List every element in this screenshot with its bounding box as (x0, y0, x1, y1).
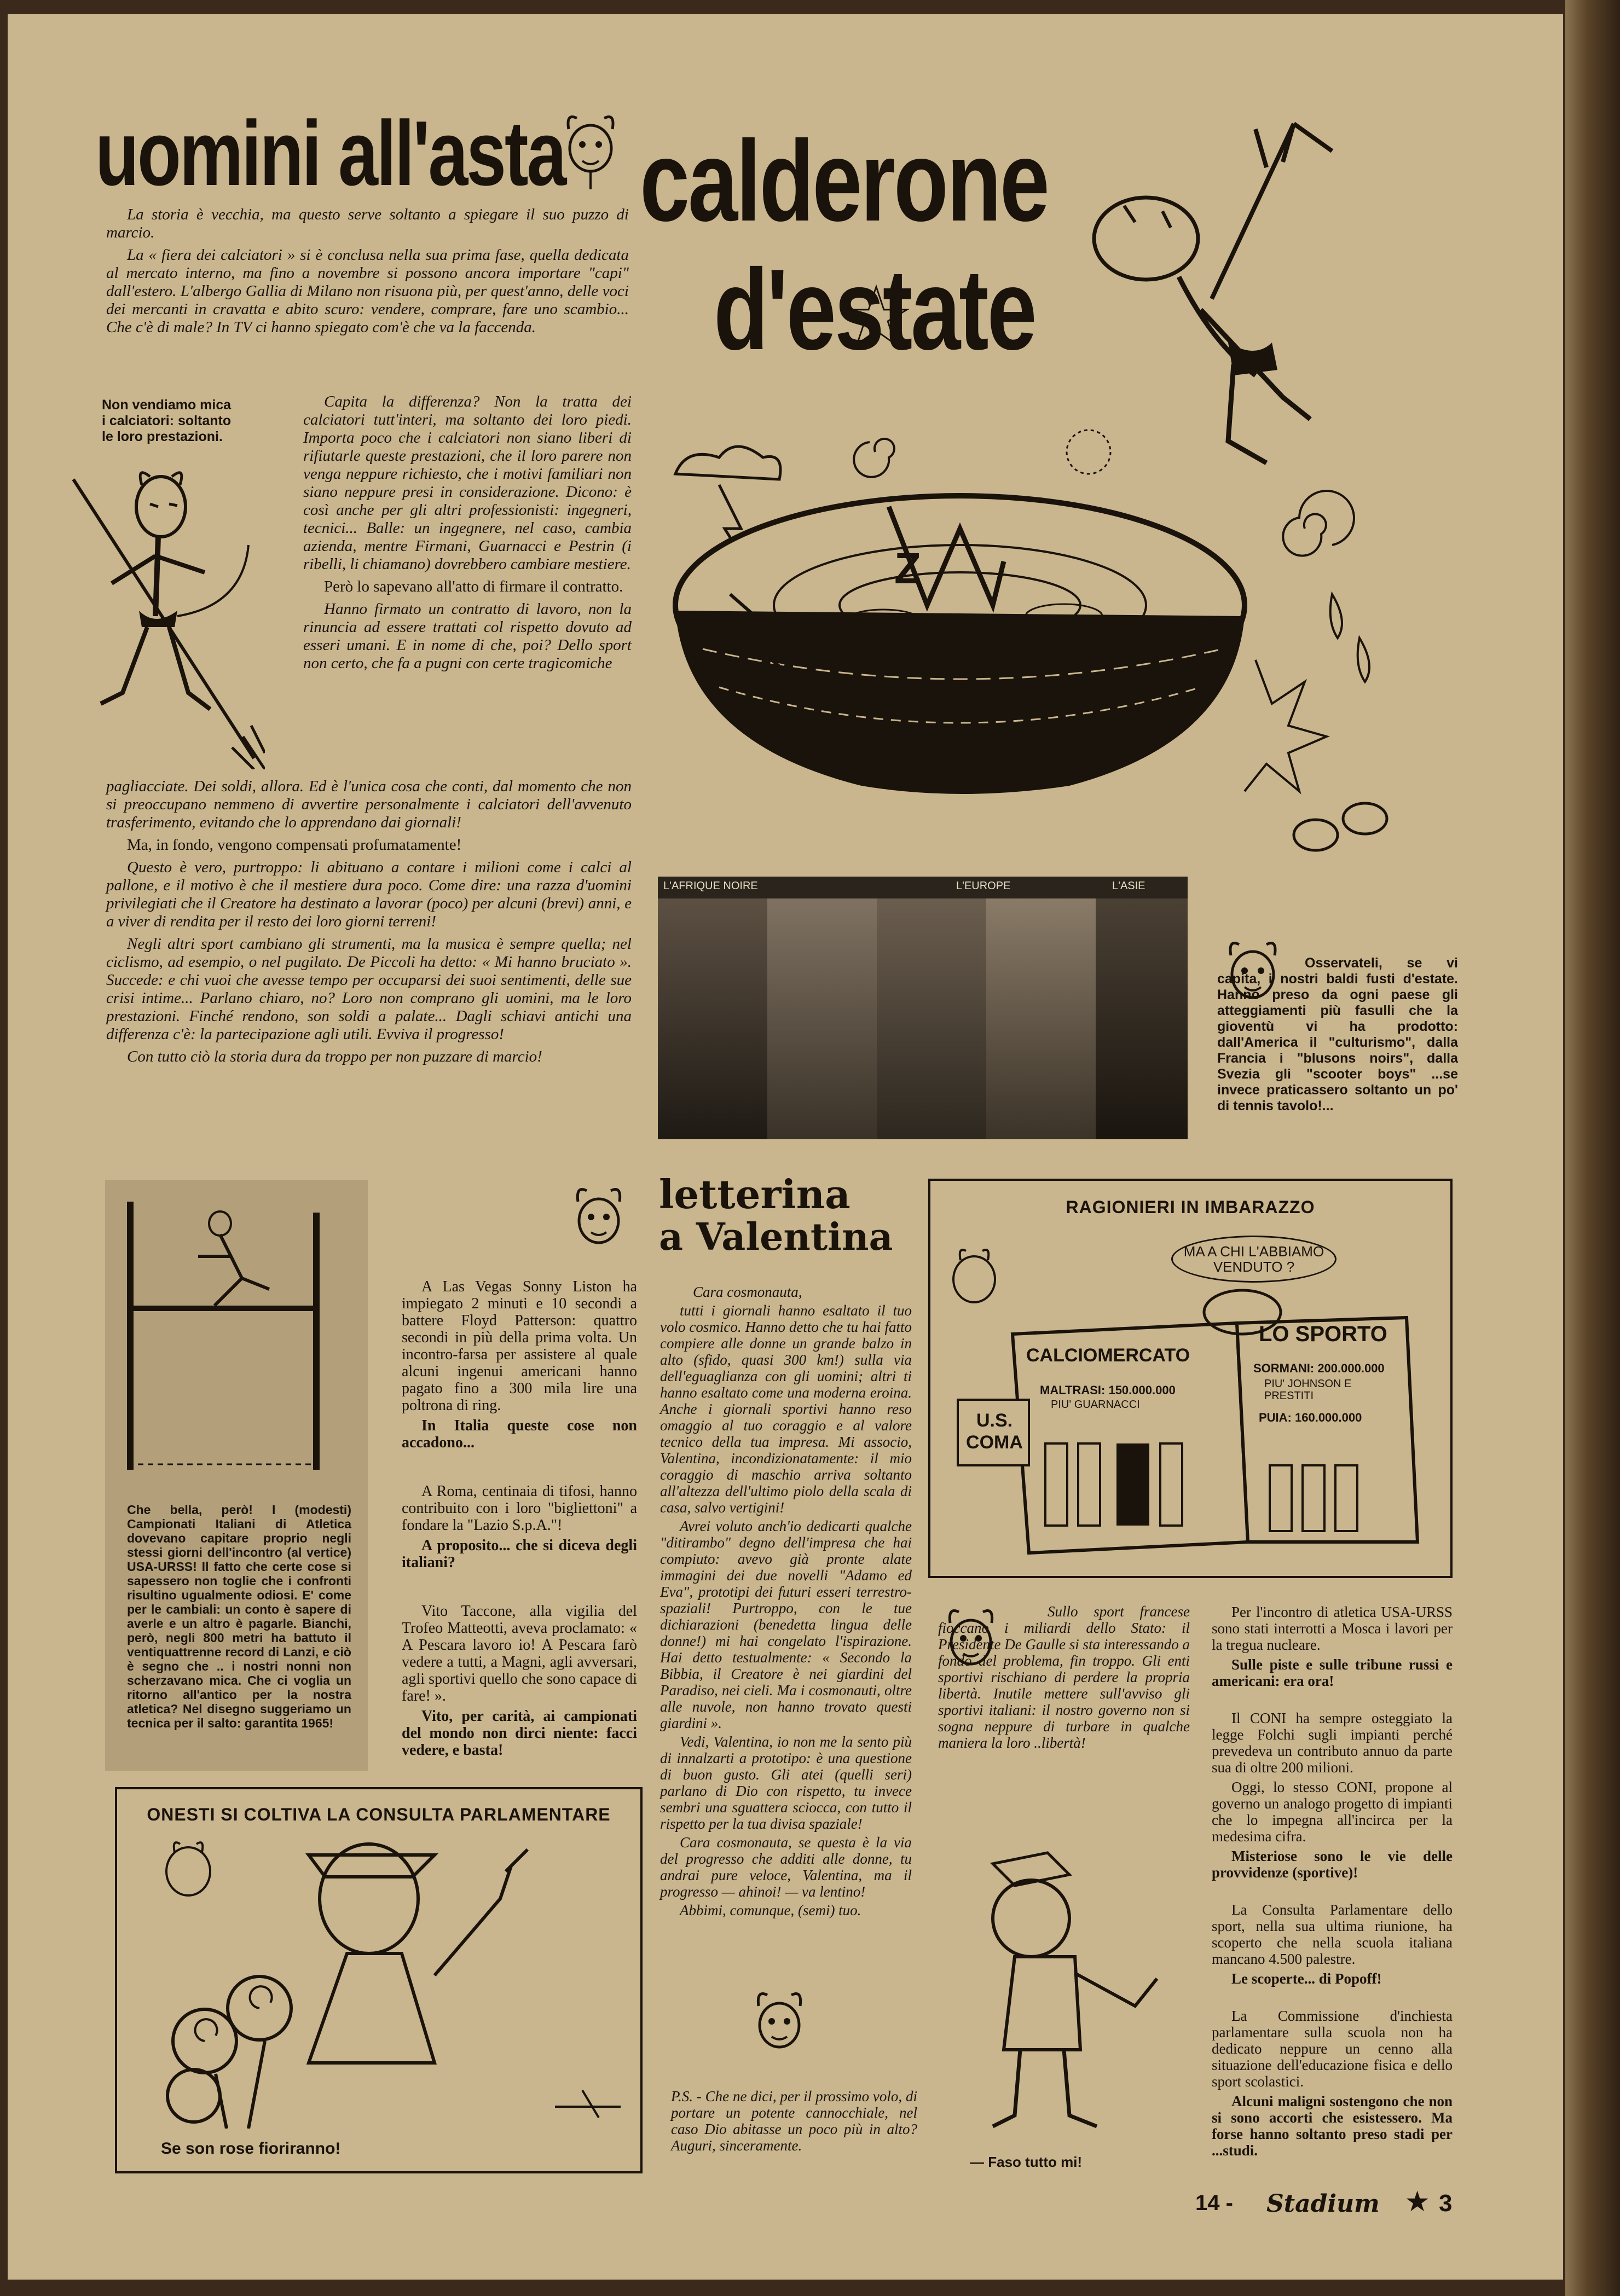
cauldron-illustration (653, 113, 1447, 879)
column-paragraph: Capita la differenza? Non la tratta dei calciatori tutt'interi, ma soltanto dei loro piedi. Importa poco che i calciatori non siano liberi di rifiutarle queste prestazioni, che il loro parere non venga neppure richiesto, che i motivi familiari non siano neppure presi in considerazione. Dicono: è così anche per gli altri professionisti: ingegneri, tecnici... Balle: un ingegnere, nel caso, cambia azienda, mentre Firmani, Guarnacci e Pestrin (i ribelli, li chiamano) dovrebbero cambiare mestiere. (303, 393, 632, 573)
onesti-cartoon-box (115, 1787, 643, 2173)
magazine-name: Stadium (1266, 2190, 1380, 2218)
speech-balloon: MA A CHI L'ABBIAMO VENDUTO ? (1171, 1236, 1336, 1283)
letterina-title-line2: a Valentina (659, 1215, 893, 1259)
newspaper-text: SORMANI: 200.000.000 (1253, 1361, 1385, 1375)
brevi-text: Oggi, lo stesso CONI, propone al governo un analogo progetto di impianti che lo impegna all'incirca per la medesima cifra. (1212, 1779, 1453, 1845)
brevi-text: Il CONI ha sempre osteggiato la legge Folchi sugli impianti perché prevedeva un contributo annuo da parte sua di oltre 200 milioni. (1212, 1710, 1453, 1776)
letterina-paragraph: Avrei voluto anch'io dedicarti qualche "ditirambo" degno dell'impresa che hai compiuto: avevo già pronte alate immagini dei due novelli "Adamo ed Eva", prototipi dei futuri esseri terrestro-spaziali! Purtroppo, con le tue dichiarazioni (benedetta lingua delle donne!) mi hai congelato l'ispirazione. Hai detto testualmente: « Secondo la Bibbia, il Creatore è nei giardini del Paradiso, nei cieli. Ma i cosmonauti, oltre alle nuvole, non hanno trovato questi giardini ». (660, 1518, 912, 1731)
column-paragraph: Però lo sapevano all'atto di firmare il contratto. (324, 578, 623, 595)
brevi-text: La Commissione d'inchiesta parlamentare sulla scuola non ha dedicato neppure un cenno alla situazione dell'educazione fisica e dello sport scolastici. (1212, 2008, 1453, 2090)
intro-paragraph: La « fiera dei calciatori » si è conclusa nella sua prima fase, quella dedicata al mercato interno, ma fino a novembre si possono ancora importare "capi" dall'estero. L'albergo Gallia di Milano non risuona più, per quest'anno, delle voci dei mercanti in cravatta e abito scuro: vendere, comprare, fare uno scambio... Che c'è di male? In TV ci hanno spiegato com'è che va la faccenda. (106, 246, 629, 336)
photo-label: L'ASIE (1112, 880, 1145, 892)
devil-head-icon (566, 1180, 632, 1262)
brevi-comment: Sulle piste e sulle tribune russi e americani: era ora! (1212, 1656, 1453, 1689)
onesti-caption: Se son rose fioriranno! (161, 2140, 341, 2158)
newspaper-headline: CALCIOMERCATO (1026, 1345, 1190, 1366)
faso-caption: — Faso tutto mi! (970, 2154, 1083, 2170)
body-paragraph: Negli altri sport cambiano gli strumenti, ma la musica è sempre quella; nel ciclismo, ad esempio, o nel pugilato. De Piccoli ha detto: « Mi hanno bruciato ». Succede: e chi vuoi che avesse tempo per occuparsi dei suoi sentimenti, delle sue crisi intime... Parlano chiaro, no? Loro non comprano gli uomini, ma le loro prestazioni. Finché rendono, son soldi a palate... Dagli schiavi antichi una differenza c'è: la partecipazione agli utili. Evviva il progresso! (106, 935, 632, 1043)
photo-figure (658, 898, 767, 1139)
door-sign-line: COMA (966, 1432, 1023, 1453)
calderone-title-line1: calderone (640, 117, 1048, 245)
uomini-column (303, 393, 632, 677)
body-paragraph: Con tutto ciò la storia dura da troppo per non puzzare di marcio! (127, 1048, 542, 1065)
brevi-comment: Alcuni maligni sostengono che non si sono accorti che esistessero. Ma forse hanno soltanto preso stadi per ...studi. (1212, 2093, 1453, 2159)
star-icon: ★ (1406, 2187, 1429, 2216)
body-paragraph: Ma, in fondo, vengono compensati profumatamente! (127, 836, 462, 854)
issue-number: 3 (1439, 2190, 1453, 2217)
letterina-paragraph: Abbimi, comunque, (semi) tuo. (680, 1902, 861, 1918)
newspaper-text: MALTRASI: 150.000.000 (1040, 1383, 1176, 1397)
body-paragraph: Questo è vero, purtroppo: li abituano a contare i milioni come i calci al pallone, e il motivo è che il mestiere dura poco. Come dire: una razza d'uomini privilegiati che il Creatore ha destinato a lavorar (poco) per alcuni (brevi) anni, e a viver di rendita per il resto dei loro giorni terreni! (106, 859, 632, 930)
gardener-roses-illustration (128, 1833, 632, 2129)
brevi-comment: A proposito... che si diceva degli italiani? (402, 1537, 637, 1571)
newspaper-text: PIU' GUARNACCI (1051, 1399, 1140, 1411)
door-sign (959, 1410, 1030, 1453)
highjump-caption: Che bella, però! I (modesti) Campionati Italiani di Atletica dovevano capitare proprio negli stessi giorni dell'incontro (al vertice) USA-URSS! Il fatto che certe cose si sapessero non toglie che i confronti risultino ugualmente odiosi. E' come per le cambiali: un conto è sapere di averle e un altro è pagarle. Bianchi, però, negli 800 metri ha battuto il ventiquattrenne record di Lanzi, e ciò è segno che .. i nostri nonni non scherzavano mica. Che ci voglia un ritorno all'antico per la nostra atletica? Nel disegno suggeriamo un tecnica per il salto: garantita 1965! (127, 1503, 351, 1730)
door-sign-line: U.S. (976, 1410, 1013, 1431)
uomini-intro (106, 206, 629, 341)
page-number: 14 - (1195, 2191, 1233, 2215)
letterina-ps: P.S. - Che ne dici, per il prossimo volo, di portare un potente cannocchiale, nel caso Dio abitasse un poco più in alto? Auguri, sinceramente. (671, 2088, 917, 2154)
ragionieri-cartoon-box (928, 1179, 1453, 1578)
official-cartoon-illustration (938, 1842, 1179, 2148)
photo-label: L'AFRIQUE NOIRE (663, 880, 758, 892)
brevi-comment: Le scoperte... di Popoff! (1231, 1970, 1382, 1987)
newspaper-headline: LO SPORTO (1259, 1322, 1387, 1346)
brevi-comment: Vito, per carità, ai campionati del mondo non dirci niente: facci vedere, e basta! (402, 1708, 637, 1759)
letterina-paragraph: Cara cosmonauta, se questa è la via del progresso che additi alle donne, tu andrai pure veloce, Valentina, ma il progresso — ahinoi! — va lentino! (660, 1834, 912, 1900)
devil-caption: Non vendiamo mica i calciatori: soltanto le loro prestazioni. (102, 397, 232, 444)
photo-figure (986, 898, 1096, 1139)
letterina-paragraph: Vedi, Valentina, io non me la sento più di innalzarti a prototipo: è una questione di buon gusto. Gli atei (quelli seri) parlano di Dio con rispetto, tu invece sembri una sguattera sciocca, con tutto il rispetto per la tua divisa spaziale! (660, 1733, 912, 1832)
devil-head-icon (747, 1984, 812, 2066)
ragionieri-title: RAGIONIERI IN IMBARAZZO (1066, 1197, 1315, 1217)
brevi-text: Vito Taccone, alla vigilia del Trofeo Matteotti, aveva proclamato: « A Pescara lavoro io! A Pescara farò vedere a tutti, a Magni, agli avversari, agli sportivi quello che sono capace di fare! ». (402, 1603, 637, 1704)
brevi-text: Per l'incontro di atletica USA-URSS sono stati interrotti a Mosca i lavori per la tregua nucleare. (1212, 1604, 1453, 1653)
calderone-caption: Osservateli, se vi capita, i nostri baldi fusti d'estate. Hanno preso da ogni paese gli atteggiamenti più fasulli che la gioventù vi ha prodotto: dall'America il "culturismo", dalla Francia i "blusons noirs", dalla Svezia gli "scooter boys" ...se invece praticassero soltanto un po' di tennis tavolo!... (1217, 955, 1458, 1114)
newspaper-text: PUIA: 160.000.000 (1259, 1411, 1362, 1424)
photo-label: L'EUROPE (956, 880, 1011, 892)
magazine-page (8, 14, 1563, 2280)
calderone-title-line2: d'estate (714, 245, 1035, 374)
brevi-comment: Misteriose sono le vie delle provvidenze (sportive)! (1212, 1848, 1453, 1881)
uomini-title: uomini all'asta (95, 102, 565, 205)
letterina-paragraph: tutti i giornali hanno esaltato il tuo volo cosmico. Hanno detto che tu hai fatto compiere alle donne un grande balzo in alto (sfido, quasi 300 km!) sulla via dell'eguaglianza con gli uomini; altri ti hanno esaltato come una moderna eroina. Anche i giornali sportivi hanno reso omaggio al tuo coraggio e al valore tecnico della tua impresa. Mi associo, Valentina, incondizionatamente: il mio coraggio di maschio arriva soltanto all'altezza dell'ultimo piolo della scala di casa, salvo vertigini! (660, 1302, 912, 1516)
francese-text: Sullo sport francese fioccano i miliardi dello Stato: il Presidente De Gaulle si sta interessando a fondo del problema, fin troppo. Gli enti sportivi rischiano di perdere la propria libertà. Inutile mettere sull'avviso gli sportivi italiani: il nostro governo non si sogna neppure di turbare in qualche maniera la loro ..libertà! (938, 1603, 1190, 1751)
photo-figure (767, 898, 877, 1139)
devil-trident-illustration (68, 463, 265, 769)
letterina-body (660, 1284, 912, 1918)
highjump-box (105, 1180, 368, 1771)
bodybuilders-photo (658, 877, 1188, 1139)
brevi-text: La Consulta Parlamentare dello sport, nella sua ultima riunione, ha scoperto che nella scuola italiana mancano 4.500 palestre. (1212, 1901, 1453, 1967)
intro-paragraph: La storia è vecchia, ma questo serve soltanto a spiegare il suo puzzo di marcio. (106, 206, 629, 241)
right-brevi-column (1212, 1604, 1453, 2159)
column-paragraph: Hanno firmato un contratto di lavoro, non la rinuncia ad essere trattati col rispetto dovuto ad esseri umani. E in nome di che, poi? Dello sport non certo, che fa a pugni con certe tragicomiche (303, 600, 632, 672)
letterina-paragraph: Cara cosmonauta, (693, 1284, 802, 1300)
body-paragraph: pagliacciate. Dei soldi, allora. Ed è l'unica cosa che conti, dal momento che non si preoccupano nemmeno di avvertire personalmente i calciatori dell'avvenuto trasferimento, evitando che lo apprendano dai giornali! (106, 778, 632, 831)
brevi-comment: In Italia queste cose non accadono... (402, 1417, 637, 1451)
photo-figure (1096, 898, 1188, 1139)
brevi-column (402, 1278, 637, 1759)
onesti-title: ONESTI SI COLTIVA LA CONSULTA PARLAMENTARE (147, 1805, 611, 1824)
cauldron-z-sign: Z (894, 544, 921, 593)
highjump-illustration (105, 1180, 368, 1497)
devil-head-icon (555, 107, 626, 195)
letterina-title-line1: letterina (659, 1171, 850, 1217)
uomini-body (106, 778, 632, 1070)
brevi-text: A Las Vegas Sonny Liston ha impiegato 2 minuti e 10 secondi a battere Floyd Patterson: quattro secondi in più della prima volta. Un incontro-farsa per assistere al quale alcuni ingenui americani hanno pagato fino a 300 mila lire una poltrona di ring. (402, 1278, 637, 1414)
newspaper-text: PIU' JOHNSON E PRESTITI (1264, 1378, 1352, 1402)
photo-figure (877, 898, 986, 1139)
brevi-text: A Roma, centinaia di tifosi, hanno contribuito con i loro "bigliettoni" a fondare la "Lazio S.p.A."! (402, 1483, 637, 1534)
binding-spine (1565, 0, 1620, 2296)
